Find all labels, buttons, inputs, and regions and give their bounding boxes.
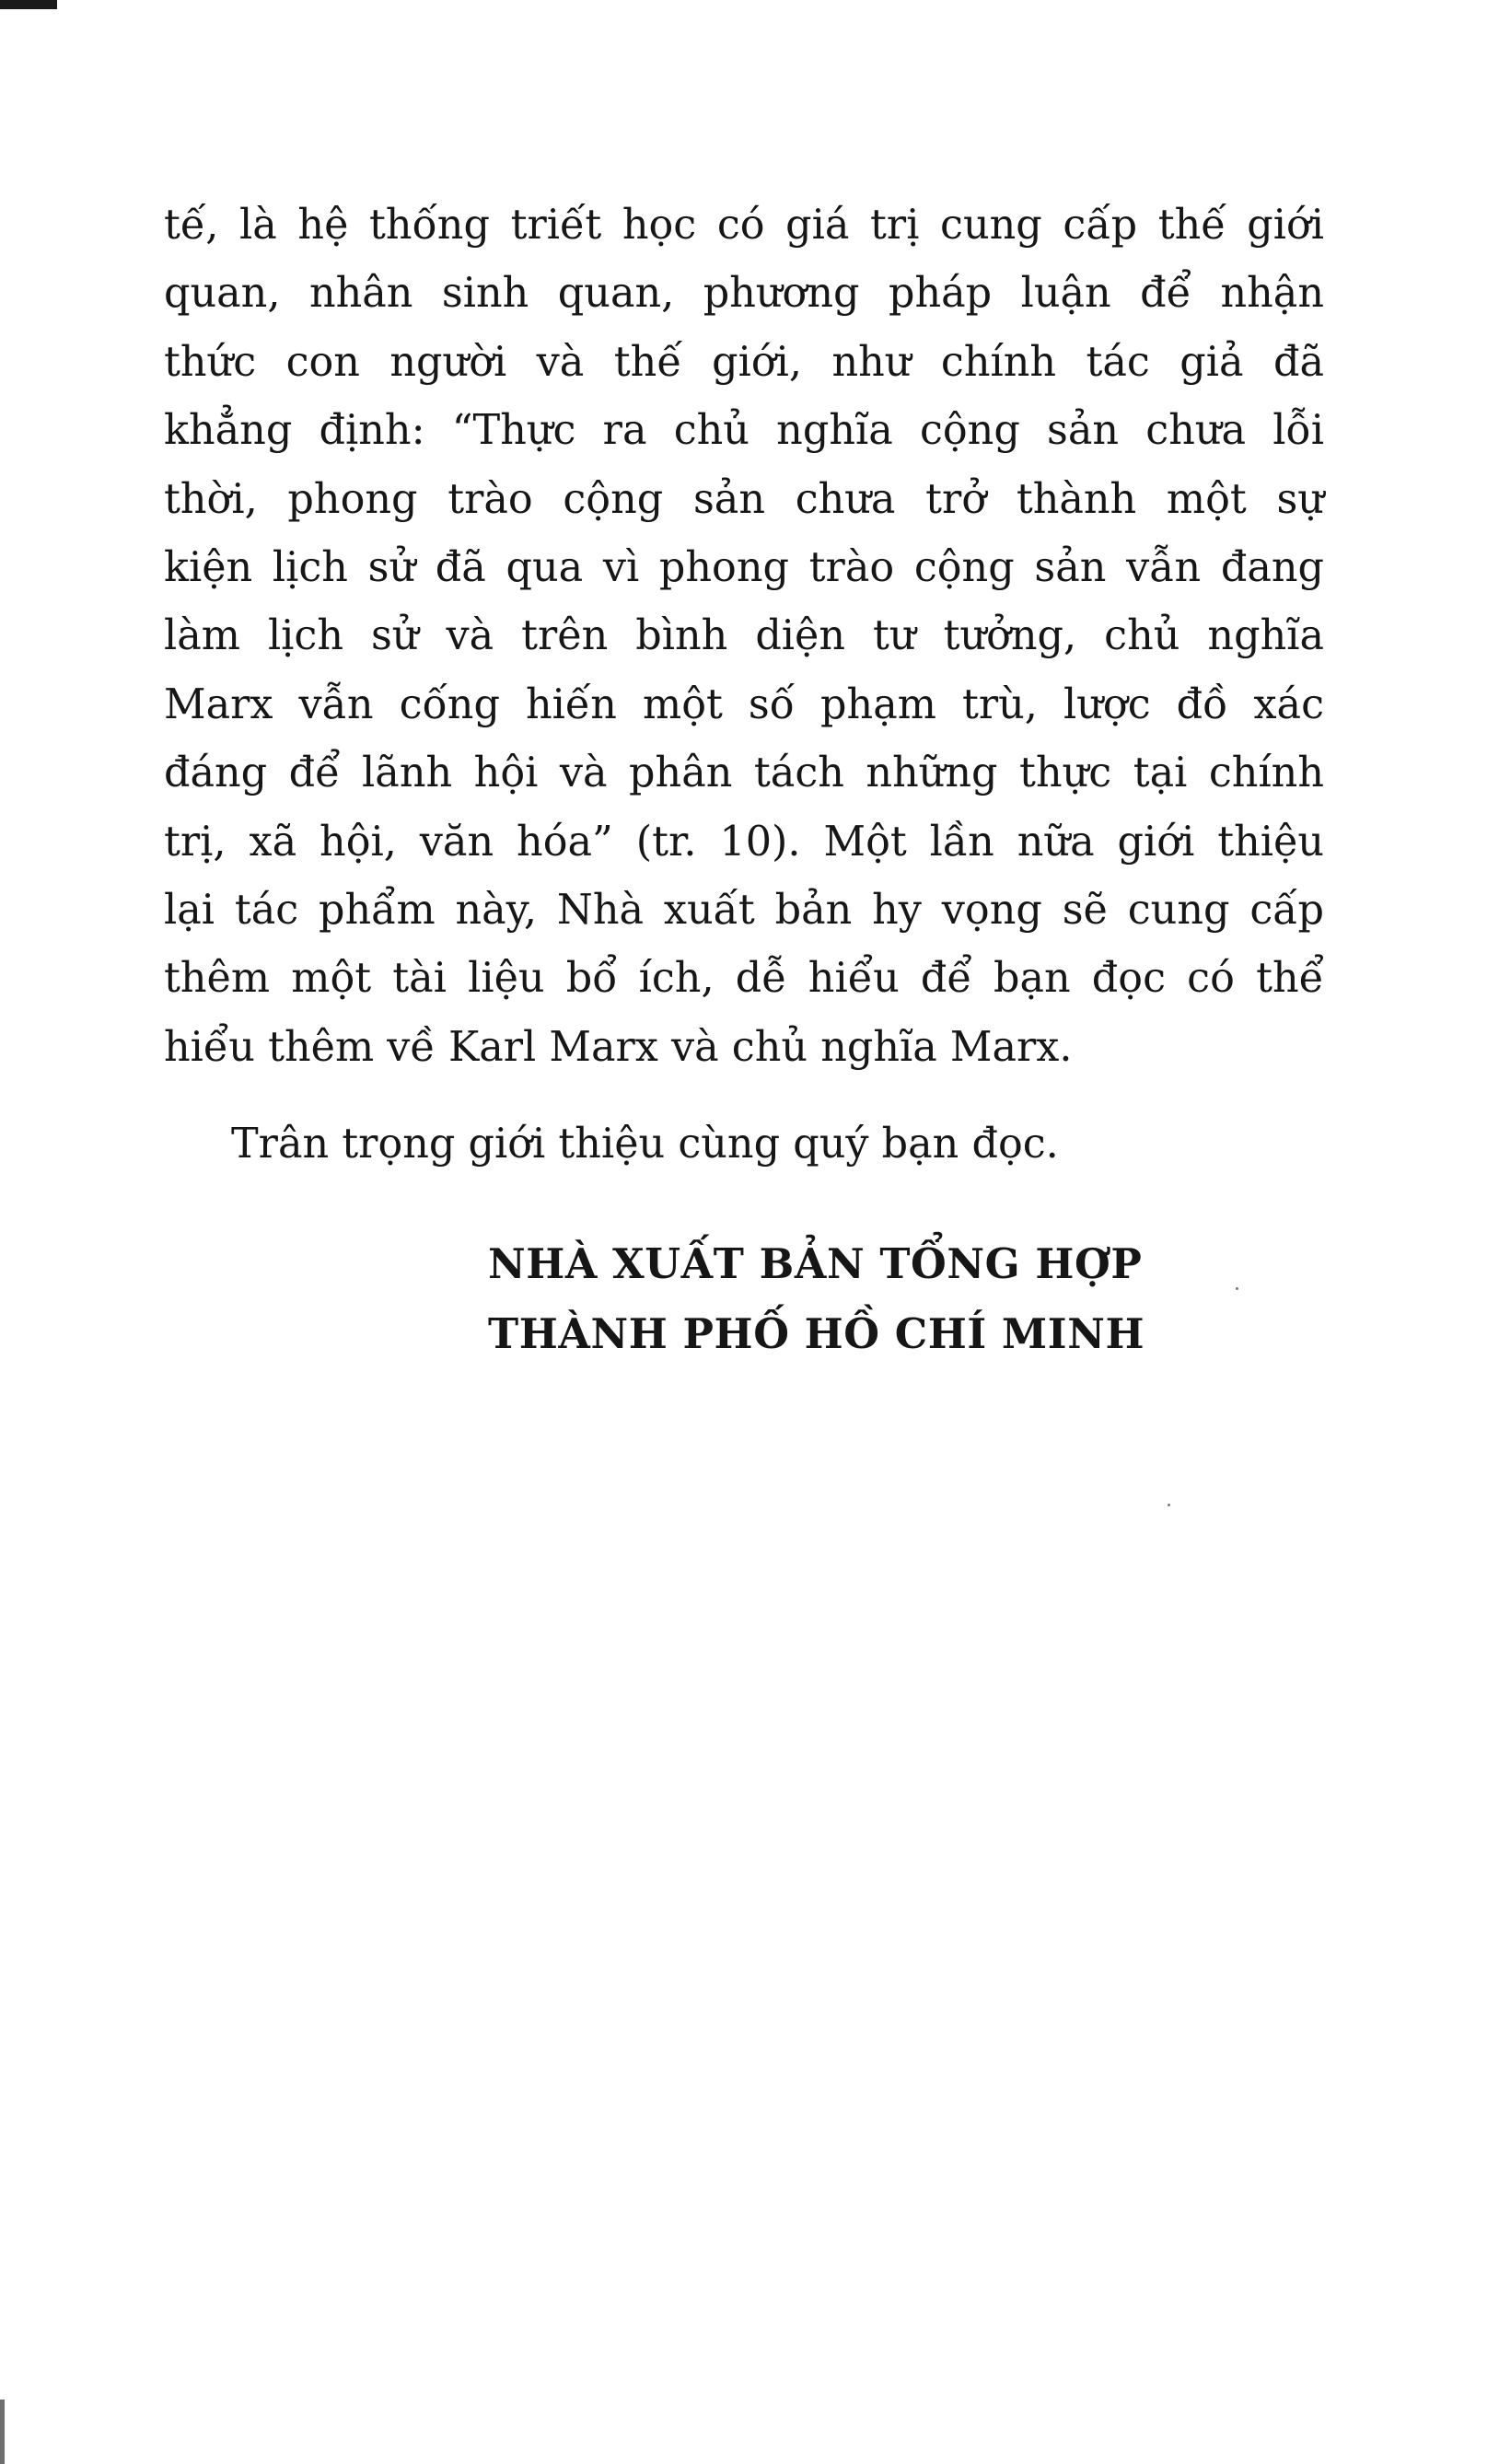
body-line-3: thức con người và thế giới, như chính tác giả đã bbox=[164, 338, 1324, 386]
body-paragraph bbox=[164, 192, 1324, 1082]
scan-speck bbox=[1236, 1287, 1238, 1290]
scan-edge-mark-bottom bbox=[0, 2400, 5, 2464]
body-line-12: thêm một tài liệu bổ ích, dễ hiểu để bạn đọc có thể bbox=[164, 955, 1324, 1003]
body-line-8: Marx vẫn cống hiến một số phạm trù, lược đồ xác bbox=[164, 680, 1324, 728]
body-line-13: hiểu thêm về Karl Marx và chủ nghĩa Marx. bbox=[164, 1023, 1073, 1071]
body-line-4: khẳng định: “Thực ra chủ nghĩa cộng sản chưa lỗi bbox=[164, 407, 1324, 455]
body-line-10: trị, xã hội, văn hóa” (tr. 10). Một lần nữa giới thiệu bbox=[164, 818, 1324, 866]
body-line-2: quan, nhân sinh quan, phương pháp luận để nhận bbox=[164, 270, 1324, 318]
body-line-11: lại tác phẩm này, Nhà xuất bản hy vọng sẽ cung cấp bbox=[164, 887, 1324, 935]
scan-edge-mark-top bbox=[0, 0, 57, 9]
body-line-9: đáng để lãnh hội và phân tách những thực tại chính bbox=[164, 750, 1324, 797]
closing-line: Trân trọng giới thiệu cùng quý bạn đọc. bbox=[231, 1121, 1059, 1168]
publisher-line-2: THÀNH PHỐ HỒ CHÍ MINH bbox=[488, 1310, 1145, 1358]
body-line-7: làm lịch sử và trên bình diện tư tưởng, chủ nghĩa bbox=[164, 612, 1324, 660]
body-line-5: thời, phong trào cộng sản chưa trở thành một sự bbox=[164, 475, 1324, 523]
scan-speck bbox=[1168, 1504, 1170, 1506]
body-line-1: tế, là hệ thống triết học có giá trị cung cấp thế giới bbox=[164, 202, 1324, 249]
publisher-signature bbox=[488, 1229, 1225, 1369]
body-line-6: kiện lịch sử đã qua vì phong trào cộng sản vẫn đang bbox=[164, 544, 1324, 592]
publisher-line-1: NHÀ XUẤT BẢN TỔNG HỢP bbox=[488, 1240, 1143, 1288]
